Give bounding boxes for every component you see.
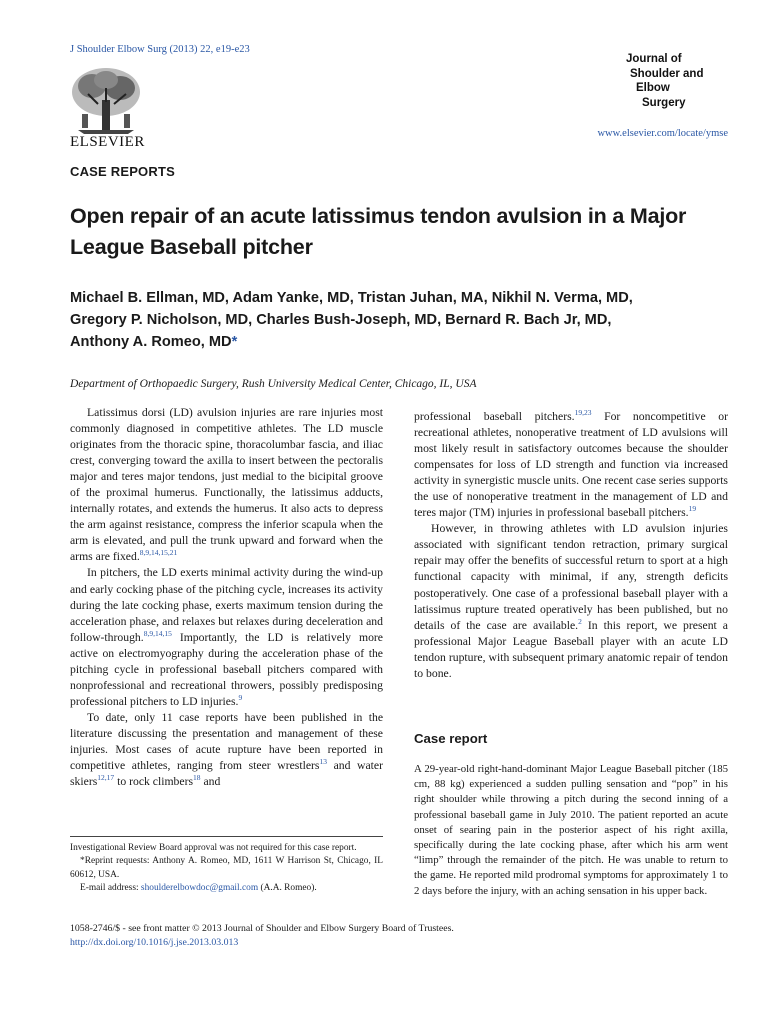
paragraph-text: However, in throwing athletes with LD avulsion injuries associated with significant tendon retraction, primary surgical repair may offer the benefits of successful return to sport at a high functional capacity with minimal, if any, strength deficits postoperatively. One case of a professional baseball player with a latissimus rupture treated operatively has been published, but no details of the case are available. — [414, 522, 728, 632]
reference-link[interactable]: 19,23 — [574, 408, 592, 418]
corresponding-author-marker[interactable]: * — [231, 334, 238, 350]
article-title: Open repair of an acute latissimus tendon avulsion in a Major League Baseball pitcher — [70, 204, 687, 259]
email-label: E-mail address: — [80, 883, 141, 894]
reprint-note: *Reprint requests: Anthony A. Romeo, MD, 1611 W Harrison St, Chicago, IL 60612, USA. — [70, 856, 383, 880]
paragraph-text: In pitchers, the LD exerts minimal activity during the wind-up and early cocking phase of the pitching cycle, increases its activity during the late cocking phase, exerts maximum tension during the acceleration phase, and relaxes but relaxes during deceleration and follow-through. — [70, 566, 383, 644]
journal-logo — [622, 52, 703, 110]
paragraph-text: For noncompetitive or recreational athletes, nonoperative treatment of LD avulsions will most likely result in satisfactory outcomes because the shoulder compensates for loss of LD strength and function via increased activity in synergistic muscle units. One recent case series supports the use of nonoperative treatment in the management of LD and teres major (TM) injuries in professional baseball pitchers. — [414, 410, 728, 520]
author-line: Gregory P. Nicholson, MD, Charles Bush-Joseph, MD, Bernard R. Bach Jr, MD, — [70, 312, 612, 328]
email-note — [70, 882, 383, 895]
journal-logo-line: Shoulder and — [630, 67, 704, 80]
email-suffix: (A.A. Romeo). — [258, 883, 317, 894]
left-column — [70, 405, 383, 790]
journal-logo-line: Surgery — [642, 96, 686, 109]
right-column — [414, 409, 728, 682]
footnotes — [70, 842, 383, 896]
paragraph-text: In this report, we present a professional Major League Baseball player with an acute LD tendon rupture, with subsequent primary anatomic repair of tendon to bone. — [414, 618, 728, 680]
section-label: CASE REPORTS — [70, 164, 175, 179]
paragraph — [70, 405, 383, 565]
journal-citation[interactable]: J Shoulder Elbow Surg (2013) 22, e19-e23 — [70, 44, 250, 55]
paragraph-text: to rock climbers — [114, 775, 194, 789]
author-line: Michael B. Ellman, MD, Adam Yanke, MD, Tristan Juhan, MA, Nikhil N. Verma, MD, — [70, 290, 633, 306]
reference-link[interactable]: 8,9,14,15,21 — [139, 548, 178, 558]
email-link[interactable]: shoulderelbowdoc@gmail.com — [140, 883, 259, 894]
paragraph-text: professional baseball pitchers. — [414, 410, 575, 423]
paragraph — [70, 710, 383, 790]
paragraph-text: A 29-year-old right-hand-dominant Major League Baseball pitcher (185 cm, 88 kg) experienced a sudden pulling sensation and “pop” in his right shoulder while throwing a pitch during the second inning of a professional baseball game in July 2010. The patient reported an acute onset of searing pain in the posterior aspect of his right axilla, specifically during the late cocking phase, after which his arm went “limp” through the remainder of the pitch. He was unable to return to the game. He reported mild prodromal symptoms for approximately 1 to 2 days before the injury, with an aching sensation in his upper back. — [414, 763, 728, 897]
author-line: Anthony A. Romeo, MD — [70, 334, 232, 350]
reference-link[interactable]: 12,17 — [97, 773, 115, 783]
author-list — [70, 287, 750, 353]
journal-logo-line: Elbow — [636, 82, 670, 94]
journal-url[interactable]: www.elsevier.com/locate/ymse — [597, 128, 728, 139]
reference-link[interactable]: 8,9,14,15 — [143, 628, 172, 638]
affiliation: Department of Orthopaedic Surgery, Rush University Medical Center, Chicago, IL, USA — [70, 378, 477, 390]
reference-link[interactable]: 9 — [238, 692, 243, 702]
journal-logo-line: Journal of — [626, 53, 682, 65]
case-report-heading: Case report — [414, 731, 488, 746]
paragraph-text: and — [200, 775, 221, 789]
doi-link[interactable]: http://dx.doi.org/10.1016/j.jse.2013.03.013 — [70, 937, 239, 948]
paragraph-text: and water skiers — [70, 759, 383, 789]
footnote-divider — [70, 836, 383, 837]
case-report-text — [414, 762, 728, 899]
copyright-block — [70, 922, 454, 950]
paragraph-text: Importantly, the LD is relatively more active on electromyography during the acceleration phase of the pitching cycle in professional baseball pitchers compared with nonprofessional and recreational throwers, possibly predisposing professional pitchers to LD injuries. — [70, 630, 383, 708]
irb-note: Investigational Review Board approval was not required for this case report. — [70, 843, 357, 853]
reference-link[interactable]: 19 — [688, 504, 697, 514]
paragraph — [70, 565, 383, 709]
reference-link[interactable]: 2 — [578, 616, 582, 626]
publisher-name: ELSEVIER — [70, 134, 145, 150]
paragraph — [414, 409, 728, 521]
reference-link[interactable]: 18 — [193, 773, 201, 783]
copyright-line: 1058-2746/$ - see front matter © 2013 Journal of Shoulder and Elbow Surgery Board of Trustees. — [70, 923, 454, 934]
paragraph-text: To date, only 11 case reports have been published in the literature discussing the presentation and management of these injuries. Most cases of acute rupture have been reported in competitive athletes, ranging from steer wrestlers — [70, 710, 383, 773]
paragraph — [414, 521, 728, 681]
reference-link[interactable]: 13 — [319, 757, 327, 767]
paragraph-text: Latissimus dorsi (LD) avulsion injuries are rare injuries most commonly diagnosed in competitive athletes. The LD muscle originates from the thoracic spine, thoracolumbar fascia, and iliac crest, converging toward the axilla to insert between the pectoralis major and teres major tendons, just medial to the bicipital groove of the proximal humerus. Functionally, the latissimus adducts, internally rotates, and extends the humerus. It also acts to depress the arm against resistance, compress the inferior scapula when the arm is elevated, and pull the trunk upward and forward when the arms are fixed. — [70, 406, 383, 564]
